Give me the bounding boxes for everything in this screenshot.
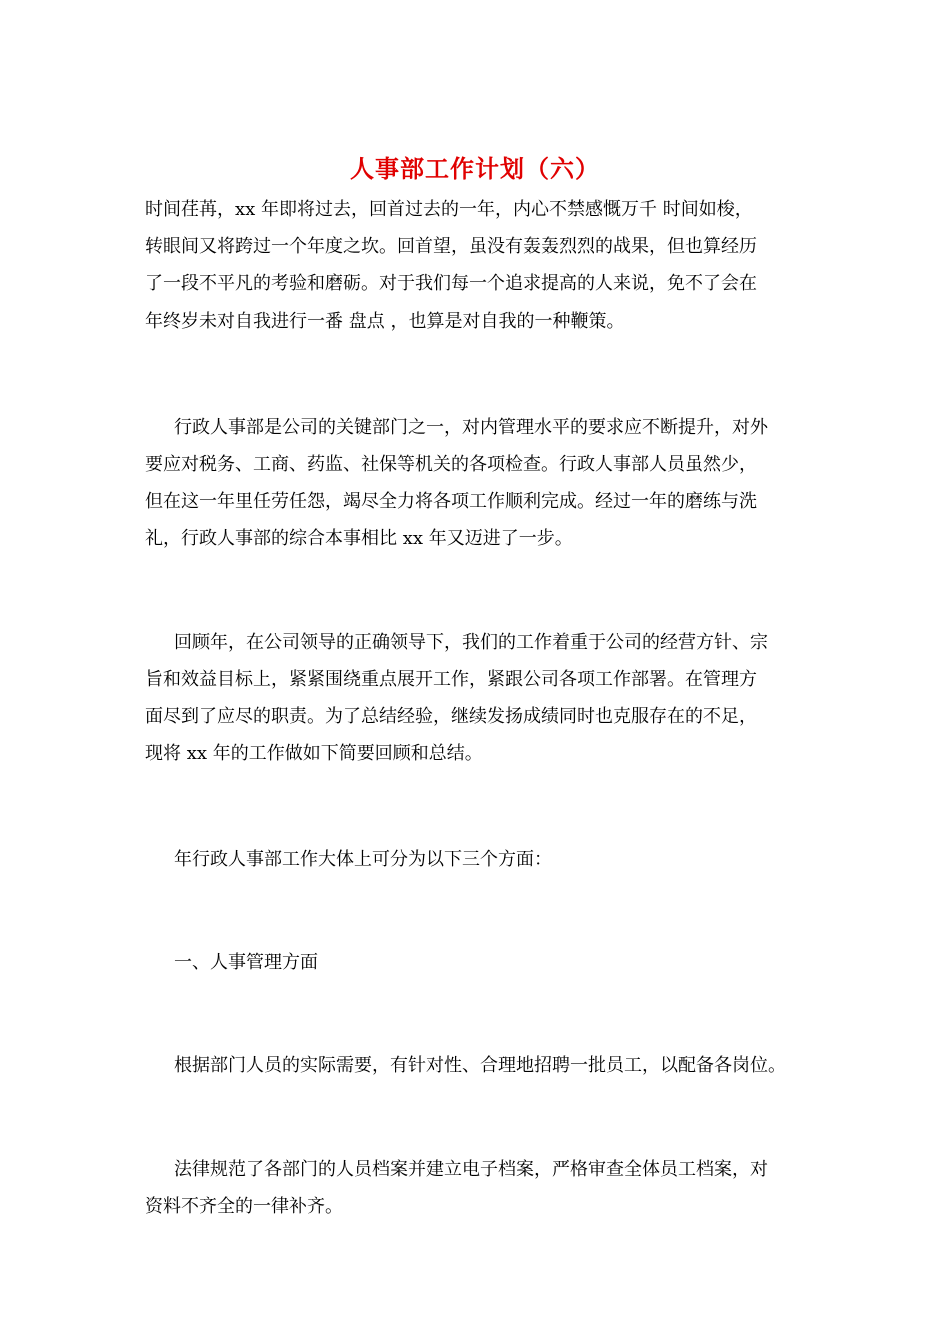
paragraph-line: 回顾年，在公司领导的正确领导下，我们的工作着重于公司的经营方针、宗: [174, 632, 768, 653]
paragraph-line: 年行政人事部工作大体上可分为以下三个方面：: [174, 849, 552, 870]
paragraph-line: 旨和效益目标上，紧紧围绕重点展开工作，紧跟公司各项工作部署。在管理方: [145, 669, 757, 690]
paragraph-line: 行政人事部是公司的关键部门之一，对内管理水平的要求应不断提升，对外: [174, 417, 768, 438]
paragraph-line: 要应对税务、工商、药监、社保等机关的各项检查。行政人事部人员虽然少，: [145, 454, 757, 475]
paragraph-line: 年终岁未对自我进行一番 盘点 ，也算是对自我的一种鞭策。: [145, 311, 625, 332]
section-heading-text: 一、人事管理方面: [174, 952, 318, 973]
paragraph-line: 转眼间又将跨过一个年度之坎。回首望，虽没有轰轰烈烈的战果，但也算经历: [145, 236, 757, 257]
paragraph-line: 了一段不平凡的考验和磨砺。对于我们每一个追求提高的人来说，免不了会在: [145, 273, 757, 294]
paragraph-line: 现将 xx 年的工作做如下简要回顾和总结。: [145, 743, 483, 764]
paragraph-line: 法律规范了各部门的人员档案并建立电子档案，严格审查全体员工档案，对: [174, 1159, 768, 1180]
paragraph-line: 面尽到了应尽的职责。为了总结经验，继续发扬成绩同时也克服存在的不足，: [145, 706, 757, 727]
paragraph-line: 但在这一年里任劳任怨，竭尽全力将各项工作顺利完成。经过一年的磨练与洗: [145, 491, 757, 512]
document-title: 人事部工作计划（六）: [350, 154, 600, 183]
paragraph-line: 根据部门人员的实际需要，有针对性、合理地招聘一批员工，以配备各岗位。: [174, 1055, 786, 1076]
paragraph-line: 时间荏苒，xx 年即将过去，回首过去的一年，内心不禁感慨万千 时间如梭，: [145, 199, 753, 220]
paragraph-line: 礼，行政人事部的综合本事相比 xx 年又迈进了一步。: [145, 528, 573, 549]
paragraph-line: 资料不齐全的一律补齐。: [145, 1196, 343, 1217]
